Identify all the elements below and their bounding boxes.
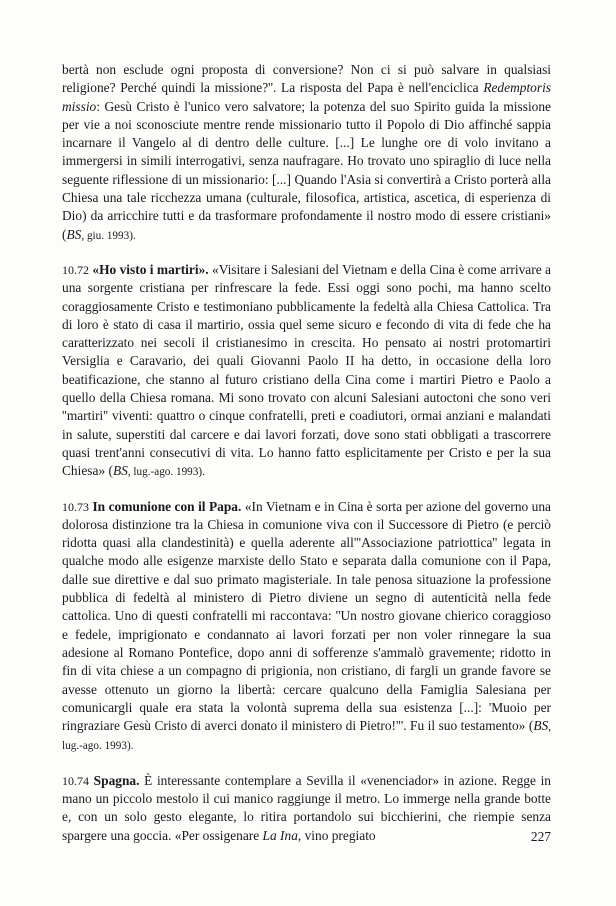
source-abbrev: BS — [112, 463, 128, 479]
section-10-72 — [62, 261, 551, 482]
section-title: «Ho visto i martiri». — [92, 261, 209, 277]
section-number: 10.73 — [62, 499, 89, 514]
source-date: , giu. 1993). — [81, 229, 136, 242]
section-number: 10.74 — [62, 773, 89, 788]
text-run: «Visitare i Salesiani del Vietnam e della Cina è come arrivare a una sorgente cristiana per rinfrescare la fede. Essi oggi sono pochi, ma hanno scelto coraggiosamente Cristo e testimoniano pubblicamente la fedeltà alla Chiesa Cattolica. Tra di loro è stato di casa il martirio, ossia quel seme sicuro e fecondo di vita di fede che ha caratterizzato nei secoli il cristianesimo in crescita. Ho pensato ai nostri protomartiri Versiglia e Caravario, dei quali Giovanni Paolo II ha detto, in occasione della loro beatificazione, che stanno al futuro cristiano della Cina come i martiri Pietro e Paolo a quello della Chiesa romana. Mi sono trovato con alcuni Salesiani autoctoni che sono veri ''martiri'' viventi: quattro o cinque confratelli, preti e coadiutori, ormai anziani e malandati in salute, superstiti dal carcere e dai lavori forzati, dove sono stati obbligati a trascorrere quasi trent'anni consecutivi di vita. Lo hanno fatto esplicitamente per Cristo e per la sua Chiesa» ( — [62, 261, 551, 479]
section-title: In comunione con il Papa. — [92, 498, 242, 514]
section-10-74 — [62, 772, 551, 845]
section-title: Spagna. — [93, 772, 140, 788]
source-abbrev: BS — [66, 226, 82, 242]
wine-name: La Ina — [262, 827, 298, 843]
source-date: , lug.-ago. 1993). — [127, 466, 205, 479]
text-run: bertà non esclude ogni proposta di conversione? Non ci si può salvare in qualsiasi religione? Perché quindi la missione?''. La risposta del Papa è nell'enciclica — [62, 62, 551, 96]
page-number: 227 — [530, 829, 551, 844]
section-number: 10.72 — [62, 262, 89, 277]
paragraph-continuation — [62, 61, 551, 245]
encyclical-title: Redemptoris missio — [62, 80, 551, 114]
text-run: , vino pregiato — [297, 827, 376, 843]
section-10-73 — [62, 498, 551, 756]
source-date: , lug.-ago. 1993). — [62, 721, 551, 753]
text-run: È interessante contemplare a Sevilla il «venenciador» in azione. Regge in mano un piccolo mestolo il cui manico raggiunge il metro. Lo immerge nella grande botte e, con un solo gesto elegante, lo ritira portandolo sui bicchierini, che riempie senza spargere una goccia. «Per ossigenare — [62, 772, 551, 843]
body-text — [62, 61, 551, 861]
text-run: : Gesù Cristo è l'unico vero salvatore; la potenza del suo Spirito guida la missione per vie a noi sconosciute mentre rende missionario tutto il Popolo di Dio affinché sappia incarnare il Vangelo al di dentro delle culture. [...] Le lunghe ore di volo invitano a immergersi in simili interrogativi, senza naufragare. Ho trovato uno spiraglio di luce nella seguente riflessione di un missionario: [...] Quando l'Asia si convertirà a Cristo porterà alla Chiesa una tale ricchezza umana (culturale, filosofica, artistica, ascetica, di esperienza di Dio) da arricchire tutti e da trasformare profondamente il nostro modo di essere cristiani» ( — [62, 98, 551, 242]
source-abbrev: BS — [533, 718, 549, 734]
text-run: «In Vietnam e in Cina è sorta per azione del governo una dolorosa distinzione tra la Chiesa in comunione viva con il Successore di Pietro (e perciò ridotta quasi alla clandestinità) e quella aderente all'''Associazione patriottica'' legata in qualche modo alle esigenze marxiste dello Stato e separata dalla comunione con il Papa, dalle sue direttive e dal suo primato magisteriale. In tale penosa situazione la professione pubblica di fedeltà al ministero di Pietro diviene un segno di autenticità nella fede cattolica. Uno di questi confratelli mi raccontava: ''Un nostro giovane chierico coraggioso e fedele, imprigionato e condannato ai lavori forzati per non voler rinnegare la sua adesione al Romano Pontefice, dopo anni di sofferenze s'ammalò gravemente; ridotto in fin di vita chiese a un compagno di prigionia, non cristiano, di fargli un grande favore se avesse ottenuto un giorno la libertà: cercare qualcuno della Famiglia Salesiana per comunicargli quale era stata la volontà suprema della sua esistenza [...]: 'Muoio per ringraziare Gesù Cristo di averci donato il ministero di Pietro!'''. Fu il suo testamento» ( — [62, 498, 552, 734]
